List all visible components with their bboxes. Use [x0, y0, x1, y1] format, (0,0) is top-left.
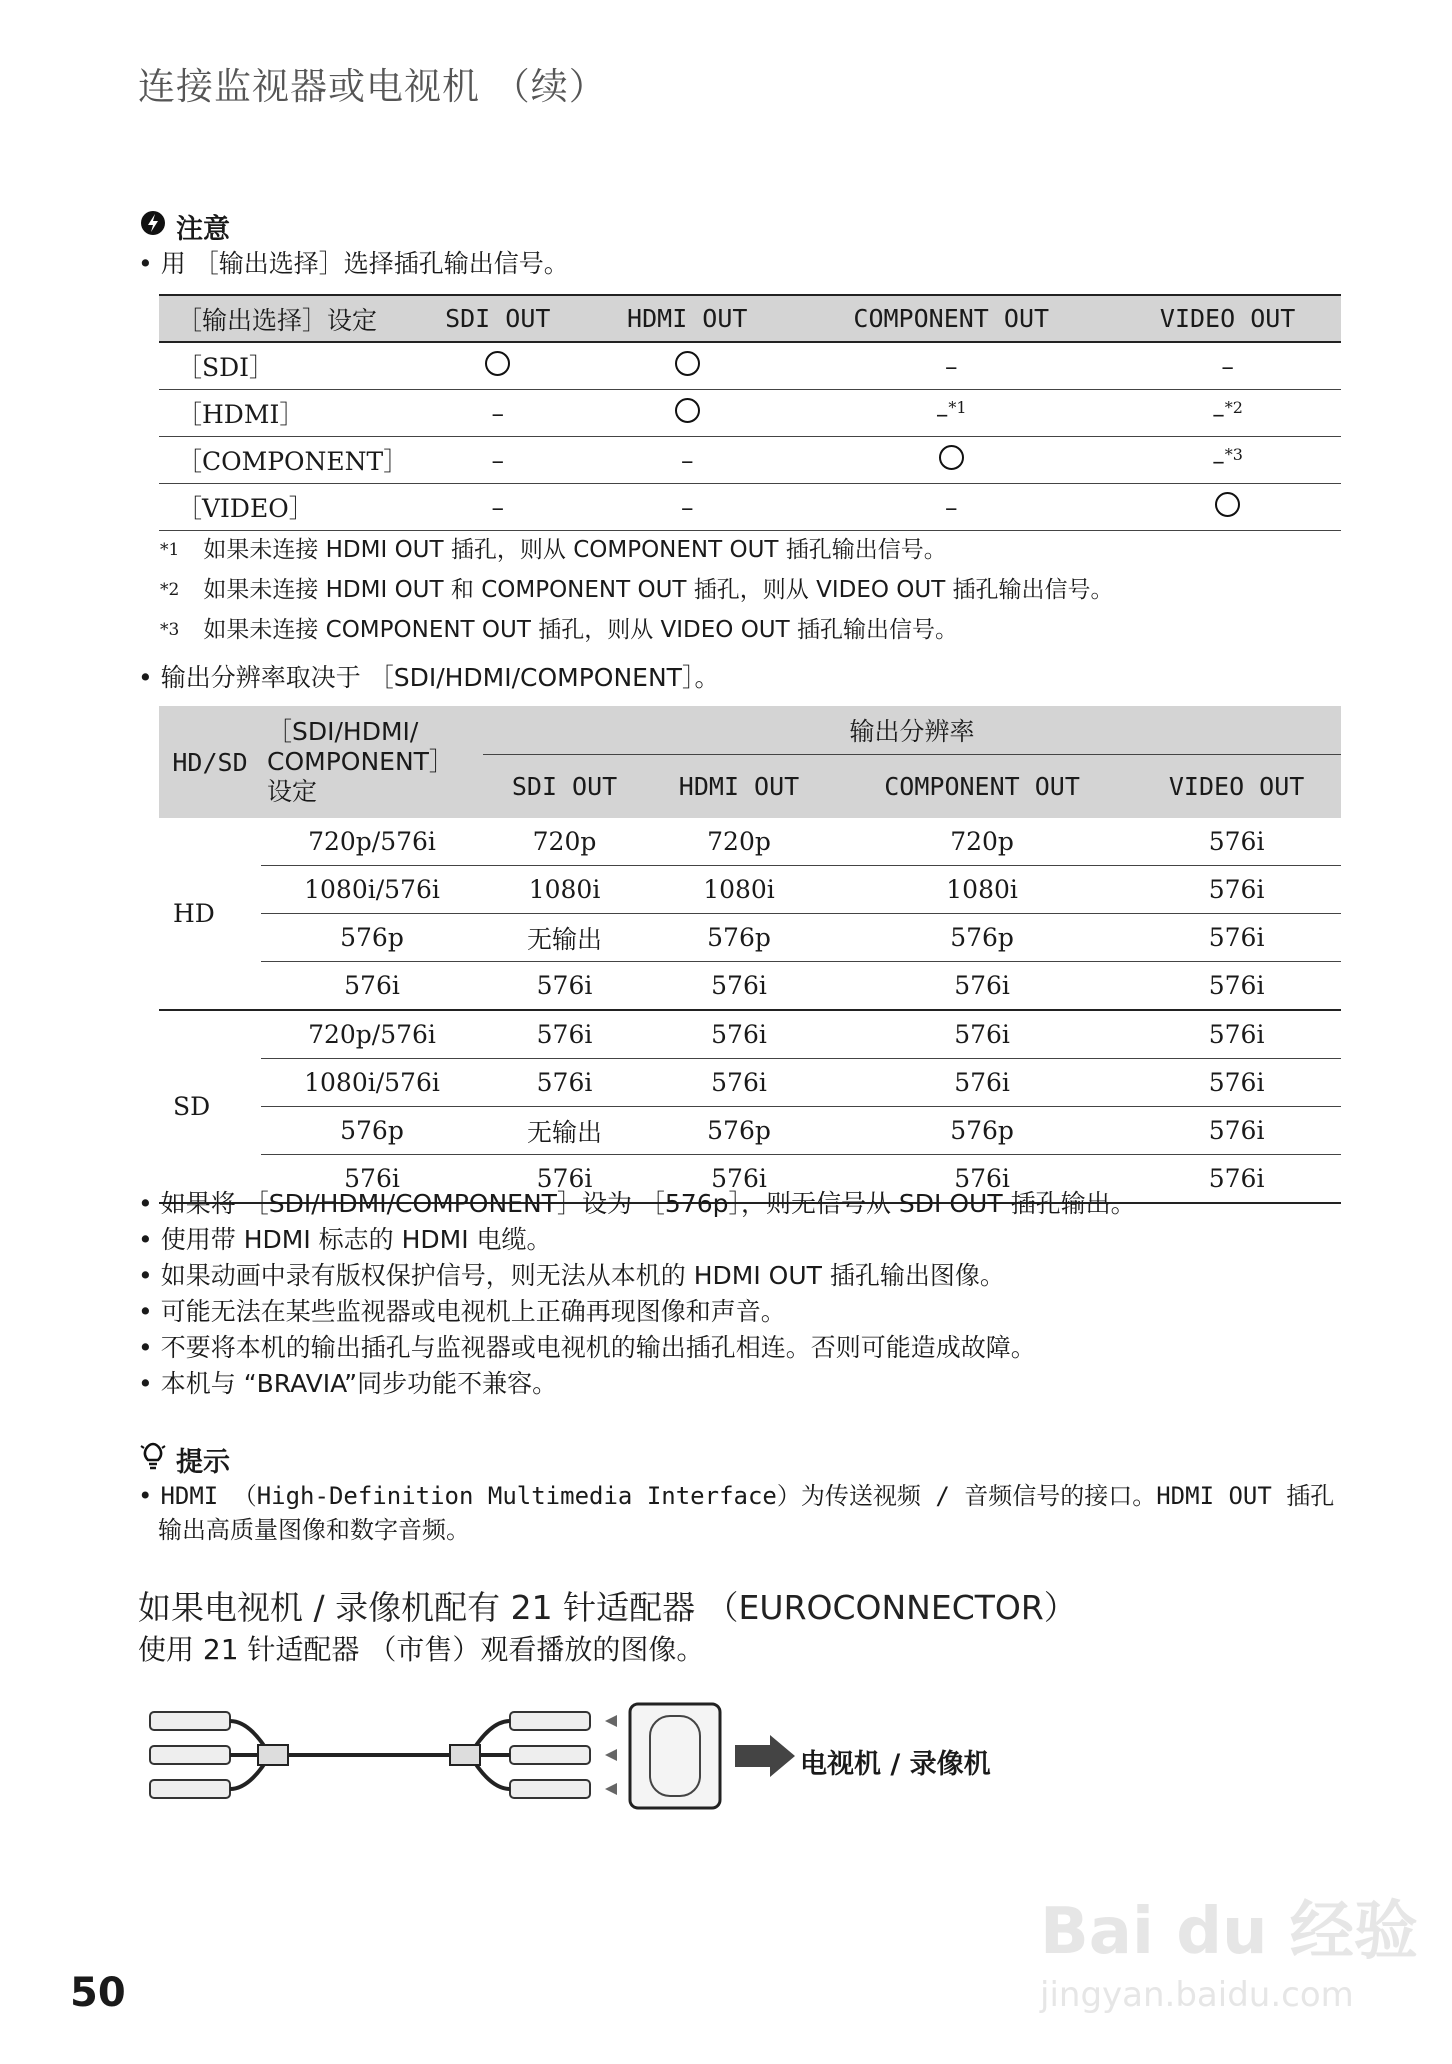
- list-item: • 如果将 ［SDI/HDMI/COMPONENT］设为 ［576p］，则无信号从 SDI OUT 插孔输出。: [138, 1186, 1136, 1222]
- table-cell: 720p: [832, 818, 1132, 866]
- group-label: SD: [159, 1010, 261, 1203]
- table-cell: 576i: [1132, 1107, 1341, 1155]
- footnote-ref: *1: [948, 397, 967, 417]
- table-header: COMPONENT OUT: [832, 754, 1132, 818]
- table-cell: 576p: [646, 1107, 832, 1155]
- table-cell: [586, 342, 788, 390]
- table-cell: –$^{*3}$: [1114, 437, 1341, 484]
- table-header: ［输出选择］设定: [159, 295, 409, 342]
- table-cell: 576i: [1132, 1010, 1341, 1059]
- table-cell: 576i: [1132, 818, 1341, 866]
- table-header: HDMI OUT: [646, 754, 832, 818]
- table-cell: 576p: [261, 914, 483, 962]
- footnote: $^{*1}$ 如果未连接 HDMI OUT 插孔，则从 COMPONENT OUT 插孔输出信号。: [160, 537, 947, 563]
- circle-mark: [939, 445, 964, 470]
- table-header-row: [159, 295, 1341, 342]
- table-cell: 576i: [261, 1155, 483, 1204]
- table-cell: 720p: [483, 818, 646, 866]
- table-cell: 576p: [261, 1107, 483, 1155]
- table-cell: ［HDMI］: [159, 390, 409, 437]
- table-cell: 576i: [1132, 962, 1341, 1011]
- footnote-ref: *3: [1224, 444, 1243, 464]
- table-cell: 1080i: [483, 866, 646, 914]
- table-header: VIDEO OUT: [1114, 295, 1341, 342]
- table-cell: 576i: [483, 962, 646, 1011]
- table-cell: 576i: [1132, 866, 1341, 914]
- watermark-logo: Bai du 经验: [1040, 1895, 1418, 1969]
- notes-bullets: [138, 1186, 1136, 1402]
- table-cell: 576i: [646, 1155, 832, 1204]
- resolution-intro: • 输出分辨率取决于 ［SDI/HDMI/COMPONENT］。: [138, 660, 719, 696]
- table-cell: 576i: [483, 1059, 646, 1107]
- table-cell: [788, 437, 1114, 484]
- list-item: • 不要将本机的输出插孔与监视器或电视机的输出插孔相连。否则可能造成故障。: [138, 1330, 1136, 1366]
- table-cell: ［SDI］: [159, 342, 409, 390]
- group-label: HD: [159, 818, 261, 1010]
- table-header: HD/SD: [159, 706, 261, 818]
- table-cell: 576i: [261, 962, 483, 1011]
- table-cell: –: [586, 437, 788, 484]
- footnote: $^{*2}$ 如果未连接 HDMI OUT 和 COMPONENT OUT 插孔，则从 VIDEO OUT 插孔输出信号。: [160, 577, 1114, 603]
- table-row: [159, 962, 1341, 1011]
- table-cell: 576i: [646, 1010, 832, 1059]
- list-item: • 使用带 HDMI 标志的 HDMI 电缆。: [138, 1222, 1136, 1258]
- table-row: [159, 1107, 1341, 1155]
- watermark-url: jingyan.baidu.com: [1040, 1975, 1354, 2015]
- table-header: VIDEO OUT: [1132, 754, 1341, 818]
- circle-mark: [485, 351, 510, 376]
- table-cell: 576i: [832, 1155, 1132, 1204]
- circle-mark: [1215, 492, 1240, 517]
- table-cell: 576p: [646, 914, 832, 962]
- table-cell: 576i: [1132, 914, 1341, 962]
- table-cell: ［VIDEO］: [159, 484, 409, 531]
- table-cell: 576i: [646, 1059, 832, 1107]
- table-cell: 576i: [483, 1010, 646, 1059]
- table-header: HDMI OUT: [586, 295, 788, 342]
- table-cell: [586, 390, 788, 437]
- tips-title: 提示: [176, 1447, 230, 1478]
- table-row: [159, 484, 1341, 531]
- tv-vcr-label: 电视机 / 录像机: [800, 1749, 991, 1780]
- table-cell: –: [409, 437, 586, 484]
- table-row: [159, 390, 1341, 437]
- page-title: 连接监视器或电视机 （续）: [138, 65, 607, 108]
- caution-icon: [140, 210, 166, 243]
- table-cell: 1080i: [646, 866, 832, 914]
- table-row: [159, 818, 1341, 866]
- notes-intro: • 用 ［输出选择］选择插孔输出信号。: [138, 246, 569, 282]
- table-header: COMPONENT OUT: [788, 295, 1114, 342]
- table-row: [159, 914, 1341, 962]
- tips-text: • HDMI （High-Definition Multimedia Interface）为传送视频 / 音频信号的接口。HDMI OUT 插孔: [138, 1480, 1334, 1512]
- table-cell: 720p/576i: [261, 1010, 483, 1059]
- resolution-table: [159, 706, 1341, 1204]
- list-item: • 如果动画中录有版权保护信号，则无法从本机的 HDMI OUT 插孔输出图像。: [138, 1258, 1136, 1294]
- table-cell: 576i: [483, 1155, 646, 1204]
- table-cell: 1080i/576i: [261, 866, 483, 914]
- notes-heading: [140, 207, 230, 246]
- table-cell: –: [788, 342, 1114, 390]
- table-row: [159, 437, 1341, 484]
- table-cell: 720p/576i: [261, 818, 483, 866]
- table-cell: 576i: [1132, 1059, 1341, 1107]
- table-row: [159, 866, 1341, 914]
- table-cell: 720p: [646, 818, 832, 866]
- page-number: 50: [70, 1970, 126, 2016]
- table-cell: –: [788, 484, 1114, 531]
- table-row: [159, 1059, 1341, 1107]
- table-cell: –: [1114, 342, 1341, 390]
- notes-title: 注意: [176, 214, 230, 245]
- table-cell: 576i: [832, 1059, 1132, 1107]
- table-cell: 576p: [832, 1107, 1132, 1155]
- footnote-ref: *2: [1224, 397, 1243, 417]
- euroconnector-desc: 使用 21 针适配器 （市售）观看播放的图像。: [138, 1633, 705, 1666]
- output-select-table: [159, 294, 1341, 531]
- table-cell: –: [409, 484, 586, 531]
- circle-mark: [675, 351, 700, 376]
- table-cell: 576i: [646, 962, 832, 1011]
- table-cell: 1080i/576i: [261, 1059, 483, 1107]
- circle-mark: [675, 398, 700, 423]
- list-item: • 本机与 “BRAVIA”同步功能不兼容。: [138, 1366, 1136, 1402]
- table-header: SDI OUT: [409, 295, 586, 342]
- table-cell: [409, 342, 586, 390]
- table-cell: 1080i: [832, 866, 1132, 914]
- table-cell: 无输出: [483, 914, 646, 962]
- lightbulb-icon: [140, 1441, 166, 1478]
- table-header: ［SDI/HDMI/ COMPONENT］ 设定: [261, 706, 483, 818]
- footnotes: [160, 530, 1114, 650]
- table-row: [159, 1010, 1341, 1059]
- footnote: $^{*3}$ 如果未连接 COMPONENT OUT 插孔，则从 VIDEO OUT 插孔输出信号。: [160, 617, 959, 643]
- euroconnector-heading: 如果电视机 / 录像机配有 21 针适配器 （EUROCONNECTOR）: [138, 1588, 1077, 1627]
- list-item: • 可能无法在某些监视器或电视机上正确再现图像和声音。: [138, 1294, 1136, 1330]
- table-cell: –: [586, 484, 788, 531]
- table-cell: 576i: [832, 1010, 1132, 1059]
- table-cell: 无输出: [483, 1107, 646, 1155]
- table-cell: 576i: [832, 962, 1132, 1011]
- table-cell: [1114, 484, 1341, 531]
- table-cell: ［COMPONENT］: [159, 437, 409, 484]
- table-cell: –$^{*1}$: [788, 390, 1114, 437]
- table-cell: –: [409, 390, 586, 437]
- table-row: [159, 342, 1341, 390]
- table-group-header: 输出分辨率: [483, 706, 1341, 754]
- table-cell: –$^{*2}$: [1114, 390, 1341, 437]
- tips-heading: [140, 1440, 230, 1479]
- table-cell: 576p: [832, 914, 1132, 962]
- table-header: SDI OUT: [483, 754, 646, 818]
- tips-text-cont: 输出高质量图像和数字音频。: [158, 1516, 470, 1544]
- table-cell: 576i: [1132, 1155, 1341, 1204]
